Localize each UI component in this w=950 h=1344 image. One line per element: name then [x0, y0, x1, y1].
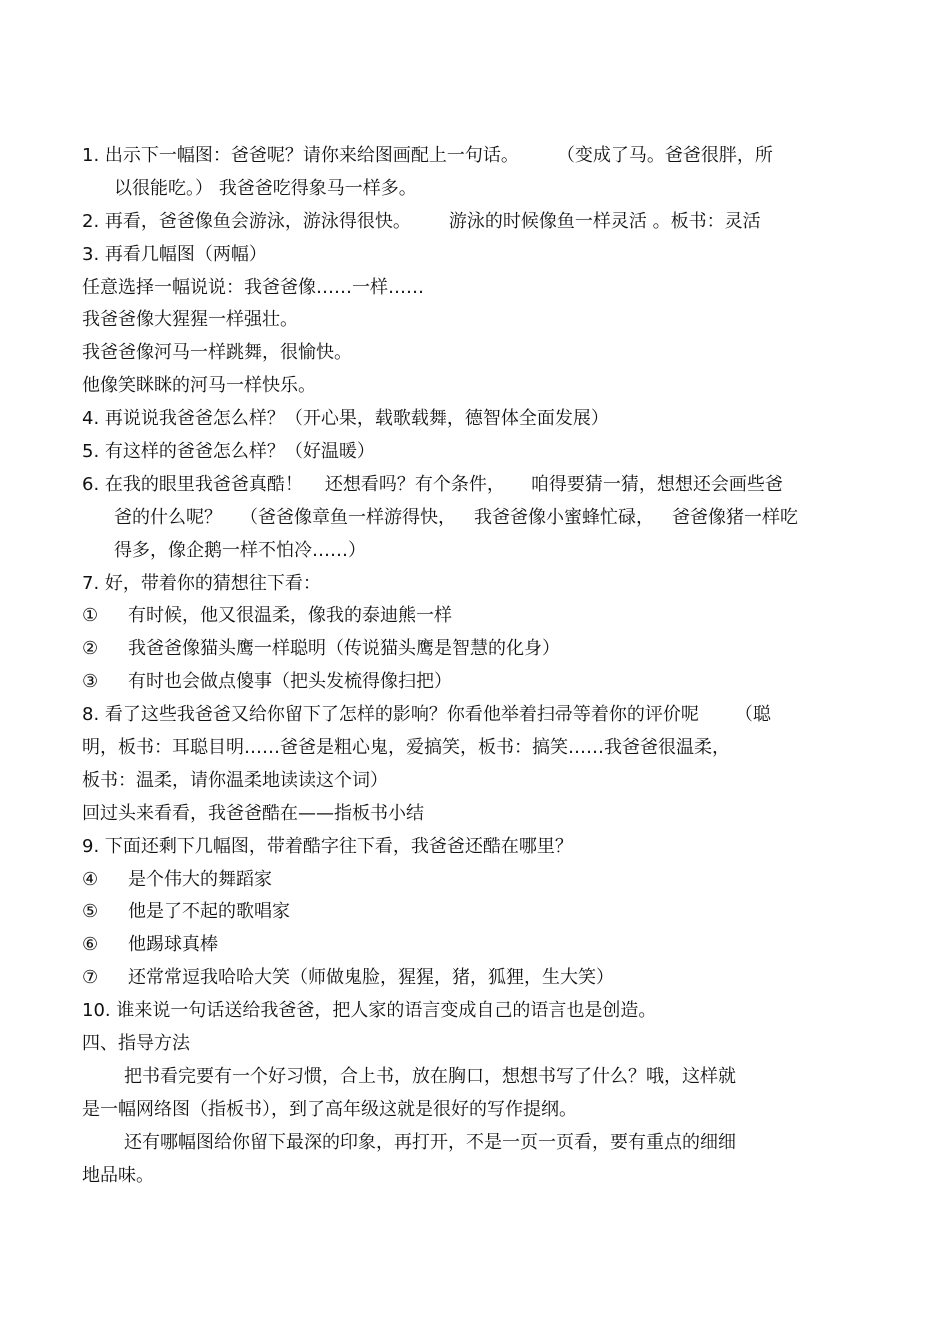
text-line-5: 任意选择一幅说说：我爸爸像……一样…… [82, 276, 424, 298]
list-item-7: ⑦ 还常常逗我哈哈大笑（师做鬼脸，猩猩，猪，狐狸，生大笑） [82, 967, 614, 989]
text-line-12: 爸的什么呢？ （爸爸像章鱼一样游得快， 我爸爸像小蜜蜂忙碌， 爸爸像猪一样吃 [114, 506, 798, 528]
text-line-10: 5. 有这样的爸爸怎么样？（好温暖） [82, 441, 375, 463]
document-body [82, 140, 872, 1193]
list-item-3: ③ 有时也会做点傻事（把头发梳得像扫把） [82, 671, 452, 693]
text-line-27: 10. 谁来说一句话送给我爸爸，把人家的语言变成自己的语言也是创造。 [82, 1000, 657, 1022]
text-line-11: 6. 在我的眼里我爸爸真酷！ 还想看吗？有个条件， 咱得要猜一猜，想想还会画些爸 [82, 473, 783, 495]
paragraph-1-line-1: 把书看完要有一个好习惯，合上书，放在胸口，想想书写了什么？哦，这样就 [124, 1065, 736, 1087]
list-item-4: ④ 是个伟大的舞蹈家 [82, 868, 272, 890]
text-line-2: 以很能吃。） 我爸爸吃得象马一样多。 [114, 177, 417, 199]
section-heading: 四、指导方法 [82, 1033, 190, 1055]
text-line-19: 明，板书：耳聪目明……爸爸是粗心鬼，爱搞笑，板书：搞笑……我爸爸很温柔， [82, 737, 730, 759]
text-line-8: 他像笑眯眯的河马一样快乐。 [82, 375, 316, 397]
text-line-18: 8. 看了这些我爸爸又给你留下了怎样的影响？你看他举着扫帚等着你的评价呢 （聪 [82, 704, 771, 726]
text-line-6: 我爸爸像大猩猩一样强壮。 [82, 309, 298, 331]
paragraph-2-line-1: 还有哪幅图给你留下最深的印象，再打开，不是一页一页看，要有重点的细细 [124, 1131, 736, 1153]
text-line-14: 7. 好，带着你的猜想往下看： [82, 572, 321, 594]
text-line-7: 我爸爸像河马一样跳舞，很愉快。 [82, 342, 352, 364]
list-item-2: ② 我爸爸像猫头鹰一样聪明（传说猫头鹰是智慧的化身） [82, 638, 560, 660]
list-item-5: ⑤ 他是了不起的歌唱家 [82, 901, 290, 923]
text-line-20: 板书：温柔，请你温柔地读读这个词） [82, 769, 388, 791]
text-line-4: 3. 再看几幅图（两幅） [82, 243, 267, 265]
text-line-13: 得多，像企鹅一样不怕冷……） [114, 539, 366, 561]
text-line-1: 1. 出示下一幅图：爸爸呢？请你来给图画配上一句话。 （变成了马。爸爸很胖，所 [82, 145, 773, 166]
text-line-22: 9. 下面还剩下几幅图，带着酷字往下看，我爸爸还酷在哪里？ [82, 835, 573, 857]
paragraph-2-line-2: 地品味。 [82, 1164, 154, 1186]
text-line-3: 2. 再看，爸爸像鱼会游泳，游泳得很快。 游泳的时候像鱼一样灵活 。板书：灵活 [82, 210, 761, 232]
list-item-1: ① 有时候，他又很温柔，像我的泰迪熊一样 [82, 605, 452, 627]
paragraph-1-line-2: 是一幅网络图（指板书），到了高年级这就是很好的写作提纲。 [82, 1098, 577, 1120]
text-line-21: 回过头来看看，我爸爸酷在——指板书小结 [82, 802, 424, 824]
list-item-6: ⑥ 他踢球真棒 [82, 934, 218, 956]
text-line-9: 4. 再说说我爸爸怎么样？（开心果，载歌载舞，德智体全面发展） [82, 408, 609, 430]
